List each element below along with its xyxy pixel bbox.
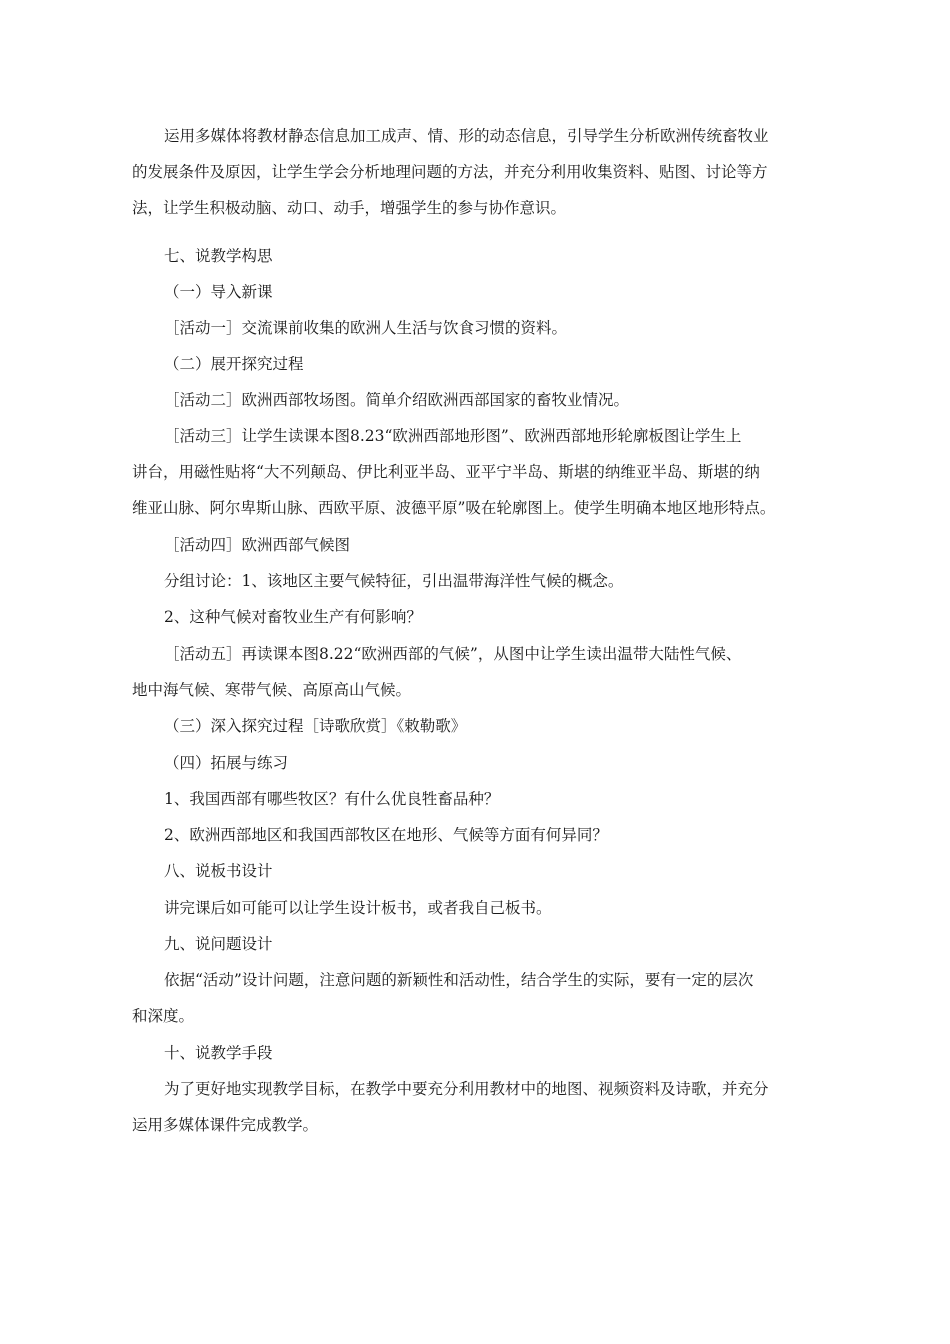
text-line: ［活动四］欧洲西部气候图 (164, 536, 351, 554)
text-line: ［活动三］让学生读课本图8.23“欧洲西部地形图”、欧洲西部地形轮廓板图让学生上 (164, 427, 742, 445)
paragraph-question-design (132, 962, 832, 1034)
text-line: 八、说板书设计 (164, 862, 273, 880)
text-line: 依据“活动”设计问题，注意问题的新颖性和活动性，结合学生的实际，要有一定的层次 (164, 971, 754, 989)
text-line: 法，让学生积极动脑、动口、动手，增强学生的参与协作意识。 (132, 199, 567, 218)
text-line: 九、说问题设计 (164, 935, 273, 953)
text-line: 的发展条件及原因，让学生学会分析地理问题的方法，并充分利用收集资料、贴图、讨论等方 (132, 163, 768, 182)
text-line: （三）深入探究过程［诗歌欣赏］《敕勒歌》 (164, 717, 467, 735)
text-line: 为了更好地实现教学目标，在教学中要充分利用教材中的地图、视频资料及诗歌，并充分 (164, 1080, 769, 1098)
text-line: 地中海气候、寒带气候、高原高山气候。 (132, 681, 412, 700)
text-line: ［活动五］再读课本图8.22“欧洲西部的气候”，从图中让学生读出温带大陆性气候、 (164, 645, 742, 663)
text-line: 2、欧洲西部地区和我国西部牧区在地形、气候等方面有何异同？ (164, 826, 608, 844)
section-heading-teaching-means (132, 1035, 832, 1071)
section-heading-teaching-concept (132, 238, 832, 274)
text-line: 运用多媒体将教材静态信息加工成声、情、形的动态信息，引导学生分析欧洲传统畜牧业 (164, 127, 769, 145)
paragraph-activity-1 (132, 310, 832, 346)
paragraph-activity-5 (132, 636, 832, 708)
text-line: （四）拓展与练习 (164, 754, 289, 772)
paragraph-board-design (132, 890, 832, 926)
paragraph-discussion-q2 (132, 599, 832, 635)
paragraph-activity-4 (132, 527, 832, 563)
paragraph-activity-3 (132, 418, 832, 527)
text-line: （一）导入新课 (164, 283, 273, 301)
text-line: 运用多媒体课件完成教学。 (132, 1116, 319, 1135)
subheading-explore (132, 346, 832, 382)
text-line: 分组讨论：1、该地区主要气候特征，引出温带海洋性气候的概念。 (164, 572, 624, 590)
text-line: 讲台，用磁性贴将“大不列颠岛、伊比利亚半岛、亚平宁半岛、斯堪的纳维亚半岛、斯堪的纳 (132, 463, 760, 482)
paragraph-teaching-means (132, 1071, 832, 1143)
text-line: 2、这种气候对畜牧业生产有何影响？ (164, 608, 422, 626)
subheading-extension (132, 745, 832, 781)
text-line: 七、说教学构思 (164, 247, 273, 265)
paragraph-exercise-2 (132, 817, 832, 853)
text-line: 1、我国西部有哪些牧区？有什么优良牲畜品种？ (164, 790, 500, 808)
paragraph-exercise-1 (132, 781, 832, 817)
paragraph-activity-2 (132, 382, 832, 418)
text-line: 和深度。 (132, 1007, 195, 1026)
text-line: ［活动一］交流课前收集的欧洲人生活与饮食习惯的资料。 (164, 319, 568, 337)
text-line: （二）展开探究过程 (164, 355, 304, 373)
subheading-intro (132, 274, 832, 310)
section-heading-question-design (132, 926, 832, 962)
paragraph-group-discussion (132, 563, 832, 599)
subheading-deep-explore (132, 708, 832, 744)
text-line: 十、说教学手段 (164, 1044, 273, 1062)
text-line: ［活动二］欧洲西部牧场图。简单介绍欧洲西部国家的畜牧业情况。 (164, 391, 630, 409)
text-line: 维亚山脉、阿尔卑斯山脉、西欧平原、波德平原”吸在轮廓图上。使学生明确本地区地形特点。 (132, 499, 776, 518)
paragraph-multimedia-method (132, 118, 832, 227)
section-heading-board-design (132, 853, 832, 889)
text-line: 讲完课后如可能可以让学生设计板书，或者我自己板书。 (164, 899, 552, 917)
